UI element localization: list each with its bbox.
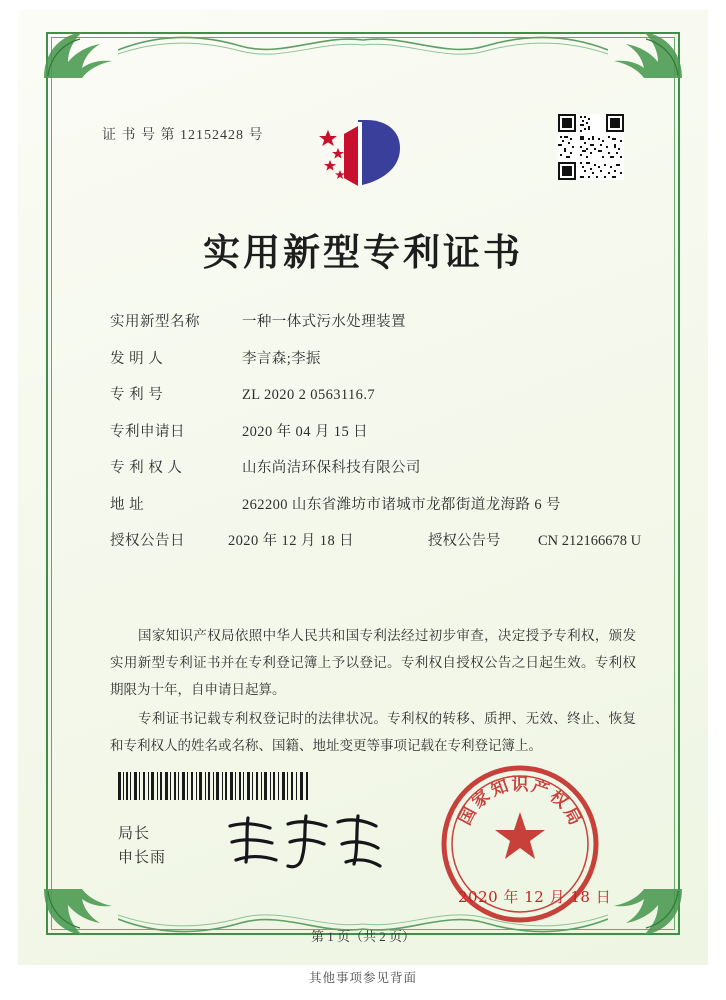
director-title-label: 局长 — [118, 826, 151, 842]
barcode — [118, 772, 310, 800]
grant-number-label: 授权公告号 — [428, 533, 501, 549]
paragraph: 国家知识产权局依照中华人民共和国专利法经过初步审查，决定授予专利权，颁发实用新型专利证书并在专利登记簿上予以登记。专利权自授权公告之日起生效。专利权期限为十年，自申请日起算。 — [110, 628, 636, 697]
field-value: ZL 2020 2 0563116.7 — [242, 387, 375, 403]
field-label: 专 利 号 — [110, 387, 164, 403]
field-row — [110, 383, 638, 404]
field-label: 发 明 人 — [110, 350, 164, 367]
svg-text:知: 知 — [488, 776, 512, 801]
field-value: 一种一体式污水处理装置 — [242, 314, 406, 330]
svg-text:局: 局 — [559, 804, 585, 829]
field-value: 2020 年 04 月 15 日 — [242, 423, 369, 440]
handwritten-signature-icon — [218, 810, 388, 880]
certificate-page — [18, 10, 708, 965]
field-label: 地 址 — [110, 496, 145, 513]
signature-labels — [118, 822, 166, 870]
field-row — [110, 493, 638, 514]
field-row — [110, 310, 638, 331]
field-label: 专 利 权 人 — [110, 460, 183, 476]
svg-text:产: 产 — [528, 776, 552, 801]
field-row — [110, 420, 638, 441]
page-indicator: 第 1 页（共 2 页） — [310, 929, 415, 944]
svg-text:家: 家 — [468, 786, 495, 813]
seal-date: 2020 年 12 月 18 日 — [458, 888, 612, 906]
field-value: 山东尚洁环保科技有限公司 — [242, 460, 421, 476]
legal-text-block — [110, 622, 636, 761]
field-label: 专利申请日 — [110, 423, 185, 440]
cnipa-logo-icon — [314, 114, 414, 192]
grant-date-label: 授权公告日 — [110, 533, 185, 549]
field-list — [110, 310, 642, 566]
certificate-number: 证 书 号 第 12152428 号 — [102, 128, 264, 143]
back-side-note: 其他事项参见背面 — [308, 971, 417, 985]
svg-text:国: 国 — [455, 804, 481, 829]
field-row — [110, 347, 638, 368]
field-value: 262200 山东省潍坊市诸城市龙都街道龙海路 6 号 — [242, 496, 561, 513]
paragraph: 专利证书记载专利权登记时的法律状况。专利权的转移、质押、无效、终止、恢复和专利权人的姓名或名称、国籍、地址变更等事项记载在专利登记簿上。 — [110, 711, 636, 753]
page-title: 实用新型专利证书 — [203, 230, 523, 274]
field-label: 实用新型名称 — [110, 314, 200, 330]
director-name-label: 申长雨 — [118, 850, 167, 866]
svg-text:权: 权 — [545, 786, 572, 813]
grant-date-value: 2020 年 12 月 18 日 — [228, 533, 355, 549]
svg-text:识: 识 — [511, 775, 529, 795]
field-row — [110, 456, 638, 477]
grant-number-value: CN 212166678 U — [538, 533, 642, 549]
field-value: 李言森;李振 — [242, 350, 321, 367]
qr-code-icon — [558, 114, 624, 180]
grant-row — [110, 529, 642, 550]
